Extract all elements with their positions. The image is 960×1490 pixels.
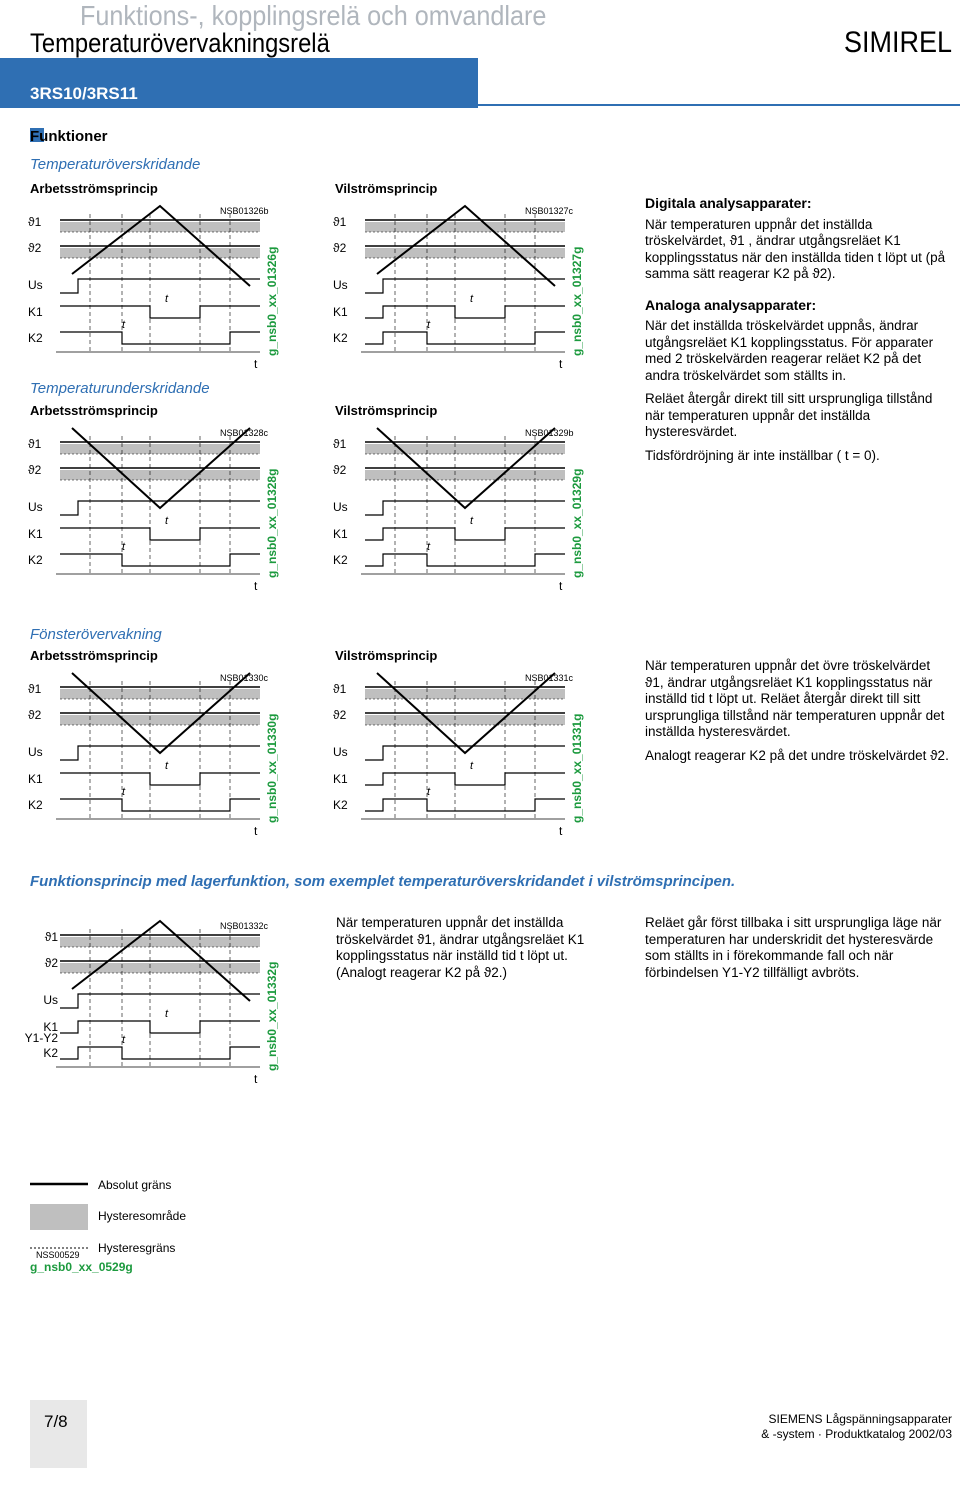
label-t-axis: t xyxy=(559,824,563,838)
label-theta1: ϑ1 xyxy=(28,437,42,451)
text-hysteresis: Reläet återgår direkt till sitt ursprungliga tillstånd när temperaturen uppnår det inställda hysteresvärdet. xyxy=(645,391,933,439)
page-number-box xyxy=(30,1400,87,1468)
label-k1: K1 xyxy=(28,527,43,541)
diagram-window-work xyxy=(28,673,279,838)
nsb-code: NSB01330c xyxy=(220,673,269,683)
label-t-axis: t xyxy=(254,357,258,371)
page-number: 7/8 xyxy=(44,1412,68,1431)
label-t-k1: t xyxy=(165,760,169,772)
diagram-lager xyxy=(25,921,279,1086)
heading-underscroll: Temperaturunderskridande xyxy=(30,380,210,397)
label-theta2: ϑ2 xyxy=(28,241,42,255)
legend-code: g_nsb0_xx_0529g xyxy=(30,1260,133,1274)
legend-hysteresis-area xyxy=(30,1204,88,1230)
label-theta2: ϑ2 xyxy=(333,241,347,255)
label-theta1: ϑ1 xyxy=(44,930,58,944)
vertical-code: g_nsb0_xx_01332g xyxy=(265,961,279,1071)
label-work-3: Arbetsströmsprincip xyxy=(30,648,158,663)
footer-line-1: SIEMENS Lågspänningsapparater xyxy=(768,1412,952,1426)
label-t-k2: t xyxy=(122,319,126,331)
text-lager-1: När temperaturen uppnår det inställda tröskelvärdet ϑ1, ändrar utgångsreläet K1 kopplingsstatus när inställd tid t löpt ut. (Analogt reagerar K2 på ϑ2.) xyxy=(336,915,585,980)
legend-hysteresis: Hysteresområde xyxy=(98,1209,187,1223)
label-theta2: ϑ2 xyxy=(333,708,347,722)
label-us: Us xyxy=(28,278,43,292)
label-theta1: ϑ1 xyxy=(333,215,347,229)
heading-window: Fönsterövervakning xyxy=(30,626,162,643)
category-title: Funktions-, kopplingsrelä och omvandlare xyxy=(80,0,547,31)
legend-hysteresis-limit: Hysteresgräns xyxy=(98,1241,176,1255)
label-t-k1: t xyxy=(165,515,169,527)
label-t-k1: t xyxy=(470,515,474,527)
label-theta2: ϑ2 xyxy=(44,956,58,970)
label-t-k1: t xyxy=(470,760,474,772)
footer-line-2: & -system · Produktkatalog 2002/03 xyxy=(761,1427,952,1441)
nsb-code: NSB01326b xyxy=(220,206,269,216)
nsb-code: NSB01329b xyxy=(525,428,574,438)
nsb-code: NSB01328c xyxy=(220,428,269,438)
page-title: Temperaturövervakningsrelä xyxy=(30,28,330,58)
label-t-axis: t xyxy=(254,1072,258,1086)
label-theta1: ϑ1 xyxy=(333,682,347,696)
vertical-code: g_nsb0_xx_01328g xyxy=(265,468,279,578)
label-t-k1: t xyxy=(165,293,169,305)
label-t-k2: t xyxy=(122,541,126,553)
label-k2: K2 xyxy=(28,553,43,567)
footer-catalog xyxy=(761,1412,952,1442)
vertical-code: g_nsb0_xx_01329g xyxy=(570,468,584,578)
vertical-code: g_nsb0_xx_01326g xyxy=(265,246,279,356)
heading-digital: Digitala analysapparater: xyxy=(645,195,812,211)
label-theta2: ϑ2 xyxy=(28,463,42,477)
label-t-k2: t xyxy=(427,786,431,798)
label-us: Us xyxy=(333,278,348,292)
label-theta1: ϑ1 xyxy=(333,437,347,451)
label-k1: K1 xyxy=(333,527,348,541)
label-k2: K2 xyxy=(28,798,43,812)
label-theta1: ϑ1 xyxy=(28,682,42,696)
label-theta2: ϑ2 xyxy=(28,708,42,722)
text-lager-2: Reläet går först tillbaka i sitt ursprungliga läge när temperaturen har underskridit det hysteresvärde som ställts in i förekommande fall och när förbindelsen Y1-Y2 tillfälligt avbröts. xyxy=(645,915,942,980)
label-k2: K2 xyxy=(333,798,348,812)
vertical-code: g_nsb0_xx_01331g xyxy=(570,713,584,823)
diagram-underscroll-work xyxy=(28,428,279,593)
model-label: 3RS10/3RS11 xyxy=(30,84,138,103)
label-k2: K2 xyxy=(333,331,348,345)
label-y1y2: Y1-Y2 xyxy=(24,1031,58,1045)
label-k2: K2 xyxy=(333,553,348,567)
label-k1: K1 xyxy=(28,772,43,786)
label-t-k1: t xyxy=(470,293,474,305)
diagram-overscroll-work xyxy=(28,206,279,371)
label-us: Us xyxy=(333,745,348,759)
label-theta1: ϑ1 xyxy=(28,215,42,229)
label-theta2: ϑ2 xyxy=(333,463,347,477)
label-t-axis: t xyxy=(559,357,563,371)
nsb-code: NSB01332c xyxy=(220,921,269,931)
label-t-k1: t xyxy=(165,1008,169,1020)
diagram-overscroll-idle xyxy=(333,206,584,371)
nsb-code: NSB01331c xyxy=(525,673,574,683)
heading-overscroll: Temperaturöverskridande xyxy=(30,156,201,173)
text-digital: När temperaturen uppnår det inställda tröskelvärdet, ϑ1 , ändrar utgångsreläet K1 kopplingsstatus när den inställda tiden t löpt ut (på samma sätt reagerar K2 på ϑ2). xyxy=(645,216,946,281)
label-work-2: Arbetsströmsprincip xyxy=(30,403,158,418)
diagram-underscroll-idle xyxy=(333,428,584,593)
brand-name: SIMIREL xyxy=(843,26,952,59)
label-k2: K2 xyxy=(43,1046,58,1060)
heading-lager: Funktionsprincip med lagerfunktion, som exemplet temperaturöverskridandet i vilströmsprincipen. xyxy=(30,873,736,890)
label-k1: K1 xyxy=(333,772,348,786)
section-label: Funktioner xyxy=(30,128,108,145)
label-t-k2: t xyxy=(427,319,431,331)
text-window-2: Analogt reagerar K2 på det undre tröskelvärdet ϑ2. xyxy=(645,747,949,763)
label-idle-3: Vilströmsprincip xyxy=(335,648,438,663)
label-k1: K1 xyxy=(43,1020,58,1034)
label-t-k2: t xyxy=(427,541,431,553)
label-t-k2: t xyxy=(122,1034,126,1046)
label-idle-1: Vilströmsprincip xyxy=(335,181,438,196)
heading-analog: Analoga analysapparater: xyxy=(645,296,817,313)
label-k1: K1 xyxy=(333,305,348,319)
legend-swatches xyxy=(28,1172,108,1262)
vertical-code: g_nsb0_xx_01327g xyxy=(570,246,584,356)
vertical-code: g_nsb0_xx_01330g xyxy=(265,713,279,823)
label-us: Us xyxy=(333,500,348,514)
diagram-window-idle xyxy=(333,673,584,838)
legend-nss: NSS00529 xyxy=(36,1250,80,1260)
text-window-1: När temperaturen uppnår det övre tröskelvärdet ϑ1, ändrar utgångsreläet K1 kopplingsstatus när inställd tid t löpt ut. Reläet återgår direkt till sitt ursprungliga tillstånd när temperaturen uppnår det inställda hysteresvärdet. xyxy=(645,658,945,739)
label-t-k2: t xyxy=(122,786,126,798)
text-block-analyzers xyxy=(645,195,950,471)
label-us: Us xyxy=(28,500,43,514)
text-analog: När det inställda tröskelvärdet uppnås, ändrar utgångsreläet K1 kopplingsstatus. För apparater med 2 tröskelvärden reagerar reläet K2 på det andra tröskelvärdet som ställts in. xyxy=(645,318,934,383)
legend-absolute: Absolut gräns xyxy=(98,1178,172,1192)
text-delay: Tidsfördröjning är inte inställbar ( t = 0). xyxy=(645,447,880,463)
label-work-1: Arbetsströmsprincip xyxy=(30,181,158,196)
label-t-axis: t xyxy=(254,579,258,593)
label-idle-2: Vilströmsprincip xyxy=(335,403,438,418)
label-t-axis: t xyxy=(559,579,563,593)
label-us: Us xyxy=(43,993,58,1007)
nsb-code: NSB01327c xyxy=(525,206,574,216)
label-k1: K1 xyxy=(28,305,43,319)
label-t-axis: t xyxy=(254,824,258,838)
text-block-window xyxy=(645,658,950,771)
label-us: Us xyxy=(28,745,43,759)
label-k2: K2 xyxy=(28,331,43,345)
